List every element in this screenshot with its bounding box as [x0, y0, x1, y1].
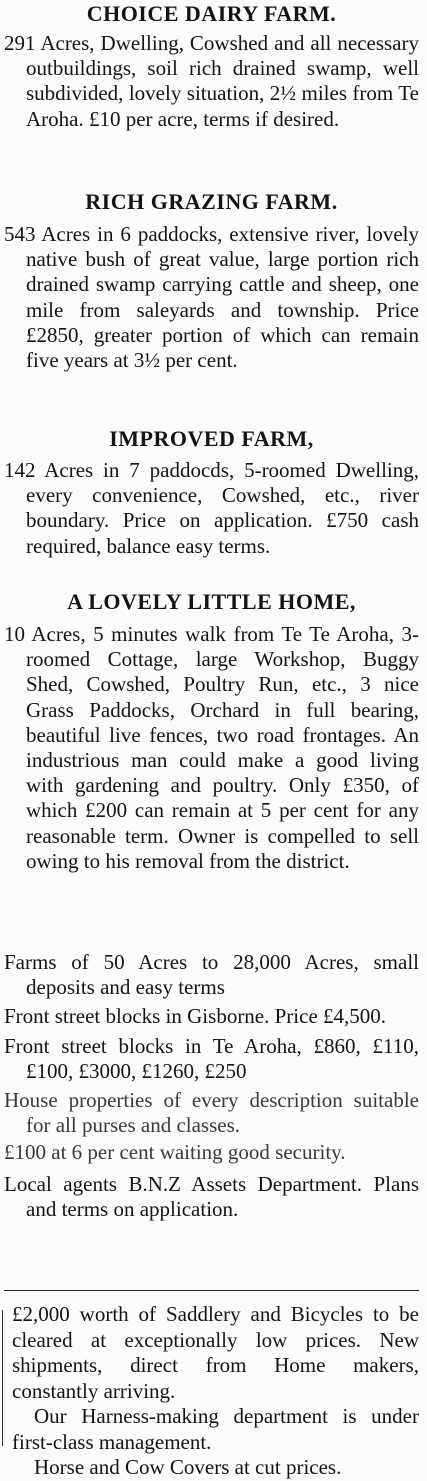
- ad-lovely-little-home: [4, 588, 419, 874]
- ad-body: 142 Acres in 7 paddocds, 5-roomed Dwelling, every convenience, Cowshed, etc., river boundary. Price on application. £750 cash required, balance easy terms.: [4, 458, 419, 558]
- covers-text: Horse and Cow Covers at cut prices.: [34, 1455, 342, 1479]
- ad-body: 10 Acres, 5 minutes walk from Te Te Aroha, 3-roomed Cottage, large Workshop, Buggy Shed, Cowshed, Poultry Run, etc., 3 nice Grass Paddocks, Orchard in full bearing, beautiful live fences, two road frontages. An industrious man could make a good living with gardening and poultry. Only £350, of which £200 can remain at 5 per cent for any reasonable term. Owner is compelled to sell owing to his removal from the district.: [4, 622, 419, 873]
- listing-security: £100 at 6 per cent waiting good security.: [4, 1140, 346, 1165]
- listing-local-agents: Local agents B.N.Z Assets Department. Plans and terms on application.: [4, 1171, 419, 1221]
- ad-saddlery: [12, 1302, 419, 1481]
- listing-gisborne: Front street blocks in Gisborne. Price £4,500.: [4, 1004, 387, 1029]
- ad-choice-dairy-farm: [4, 0, 419, 132]
- property-listings: [4, 950, 419, 1222]
- ad-heading: CHOICE DAIRY FARM.: [86, 1, 337, 26]
- listing-farms: Farms of 50 Acres to 28,000 Acres, small deposits and easy terms: [4, 950, 419, 1000]
- saddlery-text: £2,000 worth of Saddlery and Bicycles to be cleared at exceptionally low prices. New shipments, direct from Home makers, constantly arriving.: [12, 1302, 419, 1403]
- ad-heading: A LOVELY LITTLE HOME,: [67, 589, 356, 614]
- separator-rule: [4, 1290, 419, 1291]
- ad-improved-farm: [4, 425, 419, 559]
- ad-body: 291 Acres, Dwelling, Cowshed and all necessary outbuildings, soil rich drained swamp, well subdivided, lovely situation, 2½ miles from Te Aroha. £10 per acre, terms if desired.: [4, 31, 419, 131]
- ad-body: 543 Acres in 6 paddocks, extensive river, lovely native bush of great value, large portion rich drained swamp carrying cattle and sheep, one mile from saleyards and township. Price £2850, greater portion of which can remain five years at 3½ per cent.: [4, 222, 419, 373]
- ad-heading: IMPROVED FARM,: [109, 426, 314, 451]
- listing-house-properties: House properties of every description suitable for all purses and classes.: [4, 1088, 419, 1138]
- listing-te-aroha: Front street blocks in Te Aroha, £860, £110, £100, £3000, £1260, £250: [4, 1033, 419, 1083]
- harness-text: Our Harness-making department is under first-class management.: [12, 1404, 419, 1454]
- ad-rich-grazing-farm: [4, 188, 419, 373]
- ad-heading: RICH GRAZING FARM.: [85, 189, 338, 214]
- column-rule: [2, 1310, 3, 1446]
